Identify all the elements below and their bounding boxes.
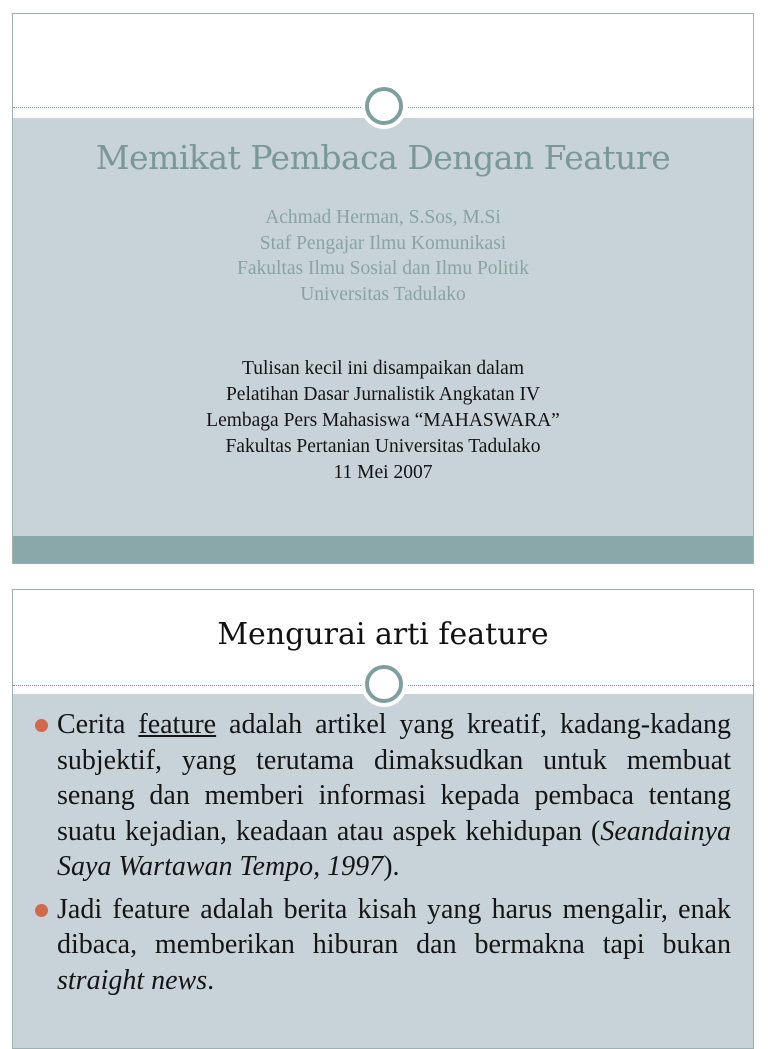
author-block bbox=[13, 205, 753, 307]
circle-ornament-icon bbox=[365, 665, 403, 703]
note-line: Fakultas Pertanian Universitas Tadulako bbox=[225, 436, 541, 457]
bullet-item bbox=[33, 707, 731, 885]
bullet-dot-icon bbox=[35, 904, 48, 917]
title-slide bbox=[12, 13, 754, 564]
italic-term: straight news bbox=[57, 964, 208, 996]
slide-title: Memikat Pembaca Dengan Feature bbox=[95, 138, 671, 177]
bullet-dot-icon bbox=[35, 719, 48, 732]
bullet-text: ). bbox=[383, 851, 400, 882]
note-line: Pelatihan Dasar Jurnalistik Angkatan IV bbox=[225, 384, 541, 405]
author-line: Universitas Tadulako bbox=[300, 283, 466, 305]
citation: Seandainya Saya Wartawan Tempo, 1997 bbox=[57, 815, 731, 882]
note-line: Tulisan kecil ini disampaikan dalam bbox=[242, 358, 524, 379]
underlined-term: feature bbox=[138, 709, 217, 740]
bullet-text: adalah artikel yang kreatif, kadang-kadang subjektif, yang terutama dimaksudkan untuk membuat senang dan memberi informasi kepada pembaca tentang suatu kejadian, keadaan atau aspek kehidupan ( bbox=[57, 709, 731, 847]
footer-band bbox=[13, 536, 753, 563]
note-line: 11 Mei 2007 bbox=[333, 462, 433, 483]
author-line: Achmad Herman, S.Sos, M.Si bbox=[265, 207, 501, 228]
presentation-note bbox=[13, 356, 753, 486]
circle-ornament-icon bbox=[365, 87, 403, 125]
bullet-item bbox=[33, 892, 731, 999]
bullet-list bbox=[33, 707, 731, 1005]
bullet-text: Jadi feature adalah berita kisah yang harus mengalir, enak dibaca, memberikan hiburan dan bermakna tapi bukan bbox=[57, 893, 731, 960]
author-line: Fakultas Ilmu Sosial dan Ilmu Politik bbox=[237, 258, 529, 279]
bullet-text: . bbox=[207, 964, 215, 996]
slide-title: Mengurai arti feature bbox=[217, 617, 549, 652]
author-line: Staf Pengajar Ilmu Komunikasi bbox=[259, 232, 507, 254]
content-slide bbox=[12, 589, 754, 1049]
bullet-text: Cerita bbox=[57, 709, 139, 740]
note-line: Lembaga Pers Mahasiswa “MAHASWARA” bbox=[206, 410, 560, 431]
